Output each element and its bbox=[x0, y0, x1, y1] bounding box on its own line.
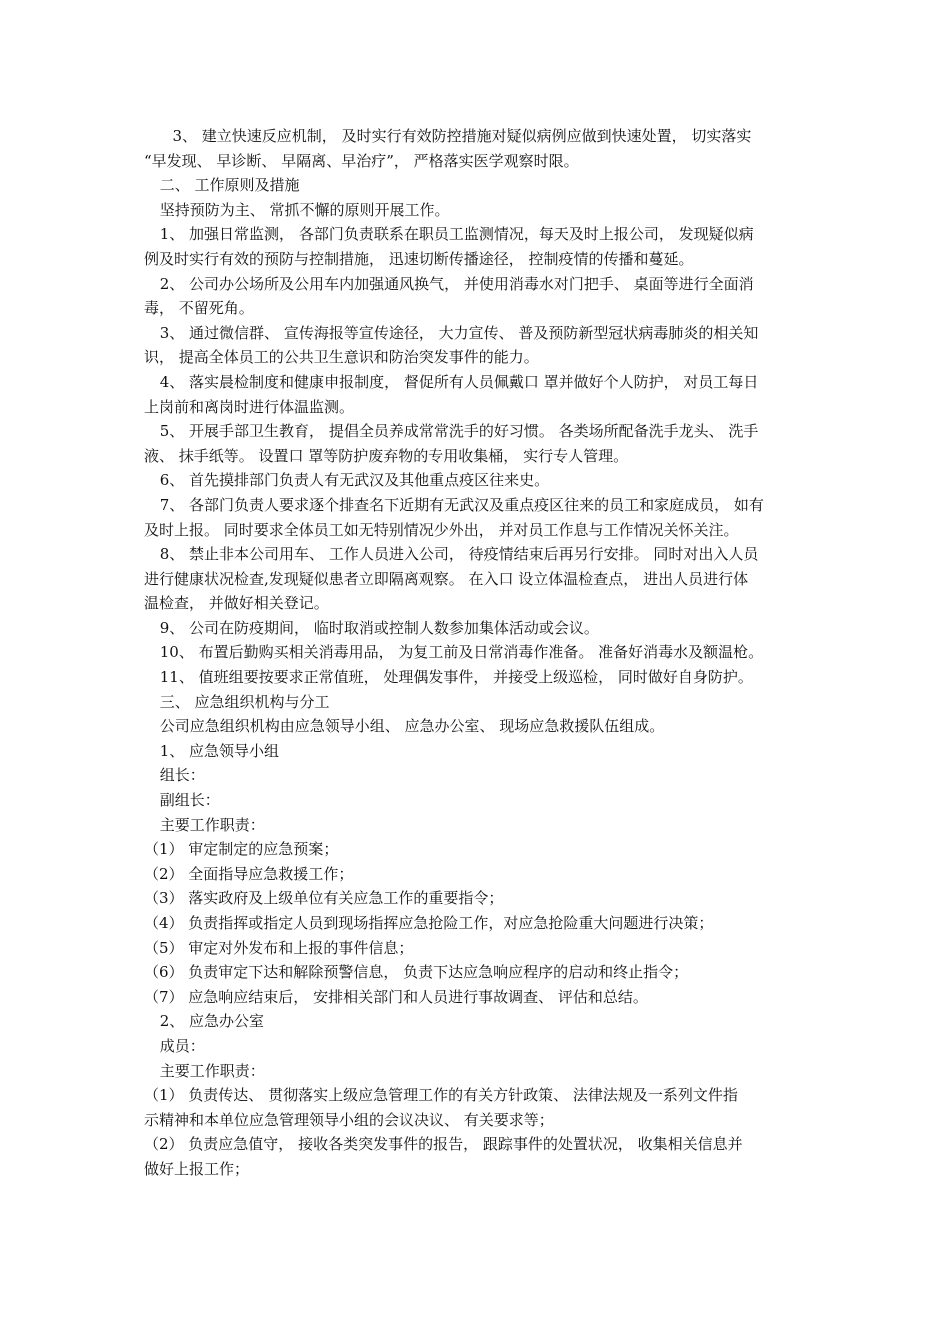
list-item-continuation: 例及时实行有效的预防与控制措施， 迅速切断传播途径， 控制疫情的传播和蔓延。 bbox=[144, 249, 694, 268]
list-item: 5、 开展手部卫生教育， 提倡全员养成常常洗手的好习惯。 各类场所配备洗手龙头、 洗手 bbox=[159, 422, 759, 441]
list-item-continuation: 进行健康状况检查,发现疑似患者立即隔离观察。 在入口 设立体温检查点， 进出人员进行体 bbox=[144, 569, 749, 588]
duty-item: （4） 负责指挥或指定人员到现场指挥应急抢险工作，对应急抢险重大问题进行决策； bbox=[144, 914, 714, 932]
list-item-continuation: 毒， 不留死角。 bbox=[144, 299, 254, 318]
list-item: 6、 首先摸排部门负责人有无武汉及其他重点疫区往来史。 bbox=[159, 471, 550, 490]
duty-item: （5） 审定对外发布和上报的事件信息； bbox=[144, 938, 414, 957]
subsection-title: 2、 应急办公室 bbox=[159, 1012, 265, 1031]
paragraph-line: 公司应急组织机构由应急领导小组、 应急办公室、 现场应急救援队伍组成。 bbox=[159, 717, 665, 736]
list-item: 9、 公司在防疫期间， 临时取消或控制人数参加集体活动或会议。 bbox=[159, 618, 599, 637]
duty-item: （2） 全面指导应急救援工作； bbox=[144, 864, 354, 883]
paragraph-line: 坚持预防为主、 常抓不懈的原则开展工作。 bbox=[159, 200, 450, 219]
list-item: 11、 值班组要按要求正常值班， 处理偶发事件， 并接受上级巡检， 同时做好自身防护。 bbox=[159, 668, 753, 687]
duty-item: （6） 负责审定下达和解除预警信息， 负责下达应急响应程序的启动和终止指令； bbox=[144, 963, 689, 982]
section-heading: 三、 应急组织机构与分工 bbox=[159, 692, 330, 711]
list-item: 8、 禁止非本公司用车、 工作人员进入公司， 待疫情结束后再另行安排。 同时对出入人员 bbox=[159, 545, 759, 564]
duty-item: （1） 审定制定的应急预案； bbox=[144, 840, 339, 859]
duty-item: （3） 落实政府及上级单位有关应急工作的重要指令； bbox=[144, 889, 504, 908]
list-item-continuation: 上岗前和离岗时进行体温监测。 bbox=[144, 397, 355, 416]
paragraph-line: 3、 建立快速反应机制， 及时实行有效防控措施对疑似病例应做到快速处置， 切实落实 bbox=[172, 127, 752, 145]
field-label: 副组长： bbox=[159, 791, 220, 810]
list-item-continuation: 温检查， 并做好相关登记。 bbox=[144, 594, 329, 613]
duty-item: （7） 应急响应结束后， 安排相关部门和人员进行事故调查、 评估和总结。 bbox=[144, 987, 648, 1006]
list-item: 1、 加强日常监测， 各部门负责联系在职员工监测情况，每天及时上报公司， 发现疑似病 bbox=[159, 225, 754, 244]
list-item: 2、 公司办公场所及公用车内加强通风换气， 并使用消毒水对门把手、 桌面等进行全面消 bbox=[159, 274, 754, 293]
section-heading: 二、 工作原则及措施 bbox=[159, 176, 300, 195]
duty-item: （1） 负责传达、 贯彻落实上级应急管理工作的有关方针政策、 法律法规及一系列文件指 bbox=[144, 1086, 738, 1105]
list-item-continuation: 及时上报。 同时要求全体员工如无特别情况少外出， 并对员工作息与工作情况关怀关注。 bbox=[144, 520, 739, 539]
duties-label: 主要工作职责： bbox=[159, 815, 265, 834]
duty-item: （2） 负责应急值守， 接收各类突发事件的报告， 跟踪事件的处置状况， 收集相关信息并 bbox=[144, 1135, 743, 1154]
document-body bbox=[144, 124, 814, 1182]
duty-item-continuation: 示精神和本单位应急管理领导小组的会议决议、 有关要求等； bbox=[144, 1110, 554, 1129]
field-label: 组长： bbox=[159, 766, 205, 785]
duties-label: 主要工作职责： bbox=[159, 1061, 265, 1080]
field-label: 成员： bbox=[159, 1036, 205, 1055]
list-item: 4、 落实晨检制度和健康申报制度， 督促所有人员佩戴口 罩并做好个人防护， 对员工每日 bbox=[159, 372, 759, 391]
list-item-continuation: 识， 提高全体员工的公共卫生意识和防治突发事件的能力。 bbox=[144, 348, 539, 367]
subsection-title: 1、 应急领导小组 bbox=[159, 741, 280, 760]
list-item: 10、 布置后勤购买相关消毒用品， 为复工前及日常消毒作准备。 准备好消毒水及额温枪。 bbox=[159, 643, 764, 662]
duty-item-continuation: 做好上报工作； bbox=[144, 1159, 250, 1178]
list-item-continuation: 液、 抹手纸等。 设置口 罩等防护废弃物的专用收集桶， 实行专人管理。 bbox=[144, 446, 629, 465]
list-item: 3、 通过微信群、 宣传海报等宣传途径， 大力宣传、 普及预防新型冠状病毒肺炎的相关知 bbox=[159, 323, 759, 342]
list-item: 7、 各部门负责人要求逐个排查名下近期有无武汉及重点疫区往来的员工和家庭成员， 如有 bbox=[159, 495, 764, 514]
paragraph-line: “早发现、 早诊断、 早隔离、早治疗”， 严格落实医学观察时限。 bbox=[144, 151, 579, 170]
